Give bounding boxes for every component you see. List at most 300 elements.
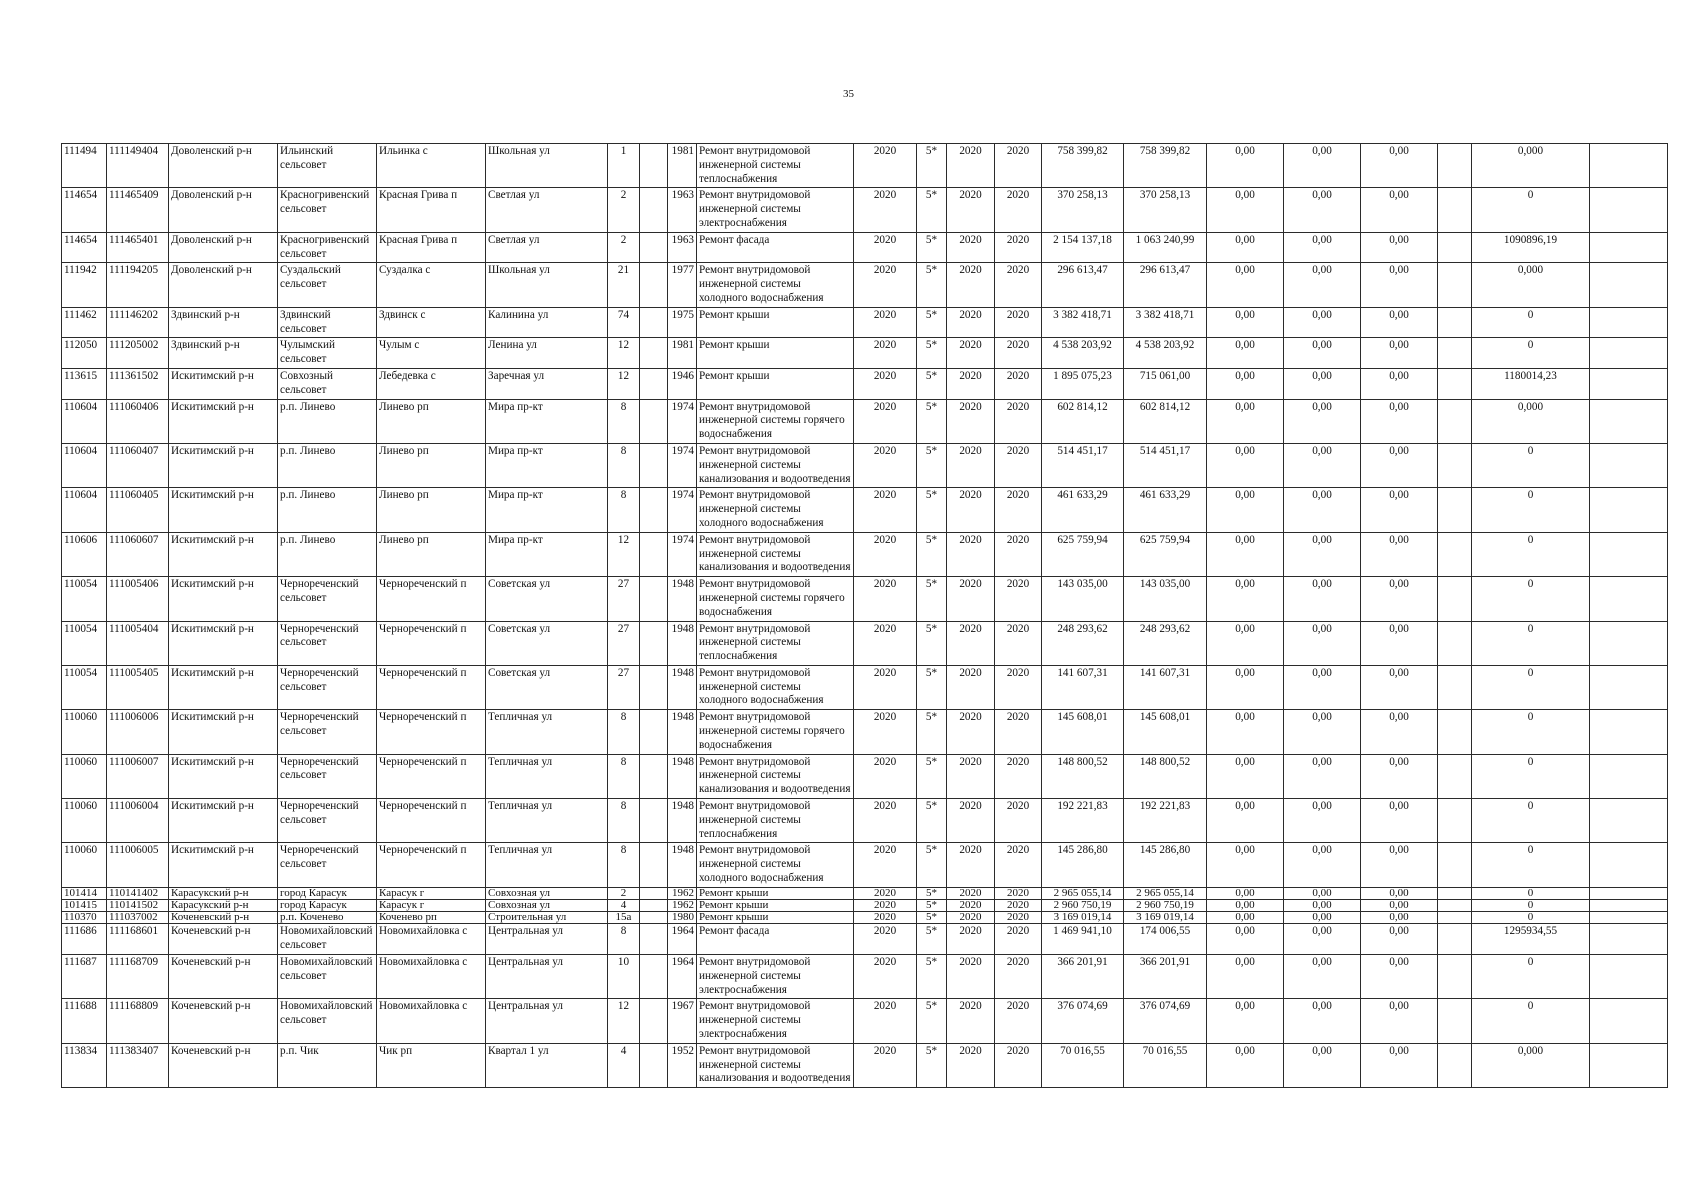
cell-total-cost: 296 613,47: [1042, 263, 1124, 307]
cell-house-code: 111060405: [107, 488, 169, 532]
cell-street: Советская ул: [486, 577, 608, 621]
cell-extra: [1438, 665, 1472, 709]
cell-term: 5*: [917, 488, 947, 532]
cell-end-year: 2020: [995, 955, 1042, 999]
cell-end-year: 2020: [995, 924, 1042, 955]
cell-municipality: город Карасук: [278, 887, 377, 899]
cell-term: 5*: [917, 399, 947, 443]
cell-district: Искитимский р-н: [169, 577, 278, 621]
table-row: [62, 532, 1668, 576]
cell-start-year: 2020: [947, 532, 995, 576]
cell-blank: [1590, 532, 1668, 576]
cell-house-code: 111006006: [107, 710, 169, 754]
cell-extra: [1438, 912, 1472, 924]
cell-regional-funds: 0,00: [1284, 368, 1361, 399]
cell-building: [640, 665, 668, 709]
cell-settlement: Чулым с: [377, 338, 486, 369]
cell-district: Доволенский р-н: [169, 232, 278, 263]
cell-end-year: 2020: [995, 263, 1042, 307]
cell-regional-funds: 0,00: [1284, 399, 1361, 443]
cell-term: 5*: [917, 577, 947, 621]
table-row: [62, 338, 1668, 369]
cell-fund-cost: 4 538 203,92: [1124, 338, 1207, 369]
cell-term: 5*: [917, 955, 947, 999]
cell-local-funds: 0,00: [1361, 443, 1438, 487]
cell-street: Мира пр-кт: [486, 532, 608, 576]
cell-term: 5*: [917, 912, 947, 924]
cell-end-year: 2020: [995, 912, 1042, 924]
cell-settlement: Красная Грива п: [377, 232, 486, 263]
cell-extra: [1438, 887, 1472, 899]
cell-total-cost: 4 538 203,92: [1042, 338, 1124, 369]
cell-federal-funds: 0,00: [1207, 843, 1284, 887]
cell-object-id: 111942: [62, 263, 107, 307]
cell-house-code: 111060406: [107, 399, 169, 443]
cell-fund-cost: 602 814,12: [1124, 399, 1207, 443]
cell-plan-year: 2020: [854, 443, 917, 487]
cell-fund-cost: 2 965 055,14: [1124, 887, 1207, 899]
cell-municipality: р.п. Линево: [278, 443, 377, 487]
cell-settlement: Чернореченский п: [377, 665, 486, 709]
cell-federal-funds: 0,00: [1207, 912, 1284, 924]
cell-total-cost: 1 895 075,23: [1042, 368, 1124, 399]
cell-local-funds: 0,00: [1361, 368, 1438, 399]
cell-settlement: Чернореченский п: [377, 754, 486, 798]
cell-object-id: 114654: [62, 232, 107, 263]
cell-total-cost: 3 382 418,71: [1042, 307, 1124, 338]
table-row: [62, 799, 1668, 843]
cell-total-cost: 2 960 750,19: [1042, 900, 1124, 912]
cell-object-id: 113615: [62, 368, 107, 399]
cell-object-id: 113834: [62, 1043, 107, 1087]
cell-end-year: 2020: [995, 710, 1042, 754]
cell-plan-year: 2020: [854, 307, 917, 338]
cell-district: Доволенский р-н: [169, 144, 278, 188]
cell-local-funds: 0,00: [1361, 955, 1438, 999]
cell-blank: [1590, 665, 1668, 709]
cell-owner-funds: 0: [1472, 843, 1590, 887]
cell-house-number: 10: [608, 955, 640, 999]
cell-total-cost: 248 293,62: [1042, 621, 1124, 665]
cell-term: 5*: [917, 188, 947, 232]
cell-build-year: 1975: [668, 307, 697, 338]
cell-house-code: 111006007: [107, 754, 169, 798]
cell-house-code: 111060607: [107, 532, 169, 576]
cell-object-id: 111462: [62, 307, 107, 338]
cell-build-year: 1974: [668, 488, 697, 532]
cell-build-year: 1948: [668, 621, 697, 665]
cell-fund-cost: 174 006,55: [1124, 924, 1207, 955]
cell-extra: [1438, 577, 1472, 621]
cell-local-funds: 0,00: [1361, 799, 1438, 843]
cell-build-year: 1948: [668, 799, 697, 843]
cell-blank: [1590, 488, 1668, 532]
cell-plan-year: 2020: [854, 665, 917, 709]
cell-local-funds: 0,00: [1361, 263, 1438, 307]
cell-house-number: 4: [608, 1043, 640, 1087]
cell-house-number: 27: [608, 665, 640, 709]
cell-settlement: Коченево рп: [377, 912, 486, 924]
cell-plan-year: 2020: [854, 999, 917, 1043]
cell-federal-funds: 0,00: [1207, 144, 1284, 188]
cell-building: [640, 232, 668, 263]
cell-municipality: Здвинский сельсовет: [278, 307, 377, 338]
cell-municipality: Новомихайловский сельсовет: [278, 999, 377, 1043]
cell-regional-funds: 0,00: [1284, 710, 1361, 754]
cell-start-year: 2020: [947, 443, 995, 487]
cell-regional-funds: 0,00: [1284, 900, 1361, 912]
cell-settlement: Лебедевка с: [377, 368, 486, 399]
cell-owner-funds: 0: [1472, 577, 1590, 621]
cell-municipality: Красногривенский сельсовет: [278, 188, 377, 232]
cell-municipality: Новомихайловский сельсовет: [278, 924, 377, 955]
cell-local-funds: 0,00: [1361, 665, 1438, 709]
cell-owner-funds: 0,000: [1472, 399, 1590, 443]
cell-start-year: 2020: [947, 900, 995, 912]
cell-start-year: 2020: [947, 665, 995, 709]
cell-settlement: Здвинск с: [377, 307, 486, 338]
cell-fund-cost: 461 633,29: [1124, 488, 1207, 532]
cell-object-id: 101415: [62, 900, 107, 912]
cell-end-year: 2020: [995, 368, 1042, 399]
cell-district: Коченевский р-н: [169, 1043, 278, 1087]
table-row: [62, 999, 1668, 1043]
cell-work-type: Ремонт крыши: [697, 912, 854, 924]
cell-regional-funds: 0,00: [1284, 924, 1361, 955]
cell-owner-funds: 0,000: [1472, 1043, 1590, 1087]
cell-fund-cost: 376 074,69: [1124, 999, 1207, 1043]
cell-blank: [1590, 188, 1668, 232]
cell-plan-year: 2020: [854, 399, 917, 443]
cell-local-funds: 0,00: [1361, 999, 1438, 1043]
cell-plan-year: 2020: [854, 188, 917, 232]
cell-settlement: Линево рп: [377, 488, 486, 532]
cell-municipality: р.п. Линево: [278, 532, 377, 576]
cell-start-year: 2020: [947, 338, 995, 369]
cell-settlement: Новомихайловка с: [377, 924, 486, 955]
cell-owner-funds: 1180014,23: [1472, 368, 1590, 399]
cell-build-year: 1981: [668, 144, 697, 188]
cell-settlement: Линево рп: [377, 532, 486, 576]
cell-federal-funds: 0,00: [1207, 488, 1284, 532]
cell-start-year: 2020: [947, 1043, 995, 1087]
cell-owner-funds: 0: [1472, 754, 1590, 798]
cell-house-number: 2: [608, 232, 640, 263]
cell-street: Тепличная ул: [486, 799, 608, 843]
cell-extra: [1438, 188, 1472, 232]
cell-municipality: Суздальский сельсовет: [278, 263, 377, 307]
cell-plan-year: 2020: [854, 754, 917, 798]
cell-owner-funds: 0: [1472, 665, 1590, 709]
cell-build-year: 1964: [668, 924, 697, 955]
table-row: [62, 263, 1668, 307]
cell-blank: [1590, 912, 1668, 924]
table-row: [62, 710, 1668, 754]
cell-work-type: Ремонт внутридомовой инженерной системы канализования и водоотведения: [697, 1043, 854, 1087]
cell-municipality: город Карасук: [278, 900, 377, 912]
cell-house-code: 110141502: [107, 900, 169, 912]
cell-street: Мира пр-кт: [486, 488, 608, 532]
cell-local-funds: 0,00: [1361, 843, 1438, 887]
cell-start-year: 2020: [947, 399, 995, 443]
cell-house-code: 111465409: [107, 188, 169, 232]
cell-build-year: 1948: [668, 843, 697, 887]
cell-municipality: Совхозный сельсовет: [278, 368, 377, 399]
cell-end-year: 2020: [995, 1043, 1042, 1087]
cell-federal-funds: 0,00: [1207, 577, 1284, 621]
cell-owner-funds: 0: [1472, 188, 1590, 232]
cell-federal-funds: 0,00: [1207, 307, 1284, 338]
cell-extra: [1438, 843, 1472, 887]
cell-federal-funds: 0,00: [1207, 621, 1284, 665]
cell-plan-year: 2020: [854, 1043, 917, 1087]
cell-regional-funds: 0,00: [1284, 999, 1361, 1043]
cell-blank: [1590, 843, 1668, 887]
cell-street: Советская ул: [486, 621, 608, 665]
cell-house-code: 111005404: [107, 621, 169, 665]
cell-federal-funds: 0,00: [1207, 263, 1284, 307]
cell-extra: [1438, 338, 1472, 369]
cell-house-code: 110141402: [107, 887, 169, 899]
cell-object-id: 111688: [62, 999, 107, 1043]
cell-street: Мира пр-кт: [486, 443, 608, 487]
cell-blank: [1590, 399, 1668, 443]
cell-start-year: 2020: [947, 144, 995, 188]
cell-federal-funds: 0,00: [1207, 710, 1284, 754]
cell-owner-funds: 0: [1472, 532, 1590, 576]
table-row: [62, 924, 1668, 955]
cell-total-cost: 3 169 019,14: [1042, 912, 1124, 924]
cell-total-cost: 2 965 055,14: [1042, 887, 1124, 899]
cell-building: [640, 955, 668, 999]
cell-street: Калинина ул: [486, 307, 608, 338]
cell-fund-cost: 2 960 750,19: [1124, 900, 1207, 912]
cell-work-type: Ремонт внутридомовой инженерной системы электроснабжения: [697, 188, 854, 232]
cell-municipality: Чернореченский сельсовет: [278, 799, 377, 843]
cell-extra: [1438, 488, 1472, 532]
cell-object-id: 114654: [62, 188, 107, 232]
cell-street: Совхозная ул: [486, 900, 608, 912]
cell-district: Здвинский р-н: [169, 338, 278, 369]
cell-house-code: 111037002: [107, 912, 169, 924]
cell-build-year: 1948: [668, 754, 697, 798]
cell-total-cost: 514 451,17: [1042, 443, 1124, 487]
cell-plan-year: 2020: [854, 843, 917, 887]
cell-house-code: 111146202: [107, 307, 169, 338]
cell-blank: [1590, 799, 1668, 843]
table-row: [62, 188, 1668, 232]
cell-total-cost: 141 607,31: [1042, 665, 1124, 709]
cell-build-year: 1948: [668, 577, 697, 621]
cell-build-year: 1948: [668, 665, 697, 709]
cell-extra: [1438, 532, 1472, 576]
cell-term: 5*: [917, 263, 947, 307]
cell-municipality: Красногривенский сельсовет: [278, 232, 377, 263]
cell-street: Тепличная ул: [486, 710, 608, 754]
cell-extra: [1438, 368, 1472, 399]
cell-end-year: 2020: [995, 307, 1042, 338]
cell-object-id: 110060: [62, 710, 107, 754]
table-row: [62, 900, 1668, 912]
cell-end-year: 2020: [995, 188, 1042, 232]
cell-district: Искитимский р-н: [169, 399, 278, 443]
cell-federal-funds: 0,00: [1207, 887, 1284, 899]
cell-local-funds: 0,00: [1361, 754, 1438, 798]
cell-municipality: Чернореченский сельсовет: [278, 665, 377, 709]
cell-owner-funds: 1295934,55: [1472, 924, 1590, 955]
cell-build-year: 1946: [668, 368, 697, 399]
cell-total-cost: 602 814,12: [1042, 399, 1124, 443]
cell-building: [640, 999, 668, 1043]
cell-blank: [1590, 307, 1668, 338]
cell-building: [640, 188, 668, 232]
cell-regional-funds: 0,00: [1284, 955, 1361, 999]
cell-district: Искитимский р-н: [169, 443, 278, 487]
cell-federal-funds: 0,00: [1207, 799, 1284, 843]
cell-object-id: 110060: [62, 799, 107, 843]
cell-object-id: 110060: [62, 843, 107, 887]
cell-blank: [1590, 887, 1668, 899]
cell-plan-year: 2020: [854, 900, 917, 912]
cell-building: [640, 488, 668, 532]
cell-object-id: 111686: [62, 924, 107, 955]
cell-building: [640, 900, 668, 912]
cell-local-funds: 0,00: [1361, 399, 1438, 443]
cell-work-type: Ремонт внутридомовой инженерной системы холодного водоснабжения: [697, 488, 854, 532]
cell-owner-funds: 0: [1472, 443, 1590, 487]
cell-term: 5*: [917, 999, 947, 1043]
cell-plan-year: 2020: [854, 488, 917, 532]
cell-build-year: 1981: [668, 338, 697, 369]
cell-municipality: Чернореченский сельсовет: [278, 621, 377, 665]
cell-object-id: 111494: [62, 144, 107, 188]
table-row: [62, 1043, 1668, 1087]
cell-district: Искитимский р-н: [169, 621, 278, 665]
cell-municipality: Чернореченский сельсовет: [278, 843, 377, 887]
cell-local-funds: 0,00: [1361, 577, 1438, 621]
cell-municipality: Чернореченский сельсовет: [278, 577, 377, 621]
table-row: [62, 399, 1668, 443]
cell-work-type: Ремонт внутридомовой инженерной системы канализования и водоотведения: [697, 443, 854, 487]
cell-start-year: 2020: [947, 955, 995, 999]
cell-municipality: р.п. Чик: [278, 1043, 377, 1087]
cell-regional-funds: 0,00: [1284, 232, 1361, 263]
cell-local-funds: 0,00: [1361, 488, 1438, 532]
cell-house-code: 111006004: [107, 799, 169, 843]
cell-owner-funds: 0,000: [1472, 263, 1590, 307]
cell-federal-funds: 0,00: [1207, 188, 1284, 232]
cell-plan-year: 2020: [854, 924, 917, 955]
cell-settlement: Чернореченский п: [377, 621, 486, 665]
cell-plan-year: 2020: [854, 912, 917, 924]
cell-regional-funds: 0,00: [1284, 621, 1361, 665]
cell-work-type: Ремонт внутридомовой инженерной системы канализования и водоотведения: [697, 532, 854, 576]
cell-build-year: 1974: [668, 532, 697, 576]
cell-work-type: Ремонт внутридомовой инженерной системы теплоснабжения: [697, 621, 854, 665]
table-row: [62, 887, 1668, 899]
cell-street: Школьная ул: [486, 144, 608, 188]
table-row: [62, 488, 1668, 532]
cell-street: Ленина ул: [486, 338, 608, 369]
cell-term: 5*: [917, 754, 947, 798]
cell-build-year: 1952: [668, 1043, 697, 1087]
cell-fund-cost: 145 286,80: [1124, 843, 1207, 887]
table-row: [62, 307, 1668, 338]
cell-build-year: 1962: [668, 887, 697, 899]
cell-fund-cost: 145 608,01: [1124, 710, 1207, 754]
cell-settlement: Линево рп: [377, 399, 486, 443]
cell-building: [640, 399, 668, 443]
cell-total-cost: 70 016,55: [1042, 1043, 1124, 1087]
cell-owner-funds: 0: [1472, 900, 1590, 912]
cell-fund-cost: 514 451,17: [1124, 443, 1207, 487]
cell-local-funds: 0,00: [1361, 912, 1438, 924]
cell-work-type: Ремонт внутридомовой инженерной системы электроснабжения: [697, 999, 854, 1043]
cell-blank: [1590, 443, 1668, 487]
cell-build-year: 1977: [668, 263, 697, 307]
cell-district: Карасукский р-н: [169, 900, 278, 912]
cell-settlement: Чернореченский п: [377, 577, 486, 621]
cell-work-type: Ремонт внутридомовой инженерной системы холодного водоснабжения: [697, 263, 854, 307]
cell-regional-funds: 0,00: [1284, 443, 1361, 487]
cell-district: Искитимский р-н: [169, 532, 278, 576]
cell-work-type: Ремонт внутридомовой инженерной системы теплоснабжения: [697, 799, 854, 843]
cell-house-number: 8: [608, 399, 640, 443]
cell-house-code: 111361502: [107, 368, 169, 399]
cell-municipality: Чернореченский сельсовет: [278, 710, 377, 754]
cell-build-year: 1964: [668, 955, 697, 999]
cell-term: 5*: [917, 338, 947, 369]
cell-district: Здвинский р-н: [169, 307, 278, 338]
cell-house-number: 27: [608, 577, 640, 621]
cell-end-year: 2020: [995, 399, 1042, 443]
cell-fund-cost: 370 258,13: [1124, 188, 1207, 232]
cell-extra: [1438, 955, 1472, 999]
cell-plan-year: 2020: [854, 955, 917, 999]
cell-start-year: 2020: [947, 232, 995, 263]
cell-house-number: 1: [608, 144, 640, 188]
cell-extra: [1438, 621, 1472, 665]
cell-regional-funds: 0,00: [1284, 577, 1361, 621]
cell-building: [640, 263, 668, 307]
cell-term: 5*: [917, 232, 947, 263]
cell-regional-funds: 0,00: [1284, 665, 1361, 709]
cell-object-id: 110054: [62, 665, 107, 709]
cell-house-number: 12: [608, 368, 640, 399]
cell-start-year: 2020: [947, 307, 995, 338]
cell-work-type: Ремонт внутридомовой инженерной системы горячего водоснабжения: [697, 577, 854, 621]
cell-blank: [1590, 999, 1668, 1043]
cell-extra: [1438, 307, 1472, 338]
cell-total-cost: 376 074,69: [1042, 999, 1124, 1043]
cell-local-funds: 0,00: [1361, 924, 1438, 955]
cell-build-year: 1948: [668, 710, 697, 754]
cell-house-number: 12: [608, 532, 640, 576]
cell-extra: [1438, 924, 1472, 955]
cell-term: 5*: [917, 368, 947, 399]
cell-federal-funds: 0,00: [1207, 399, 1284, 443]
cell-owner-funds: 0: [1472, 999, 1590, 1043]
cell-work-type: Ремонт внутридомовой инженерной системы электроснабжения: [697, 955, 854, 999]
cell-settlement: Новомихайловка с: [377, 999, 486, 1043]
table-row: [62, 754, 1668, 798]
cell-owner-funds: 0: [1472, 621, 1590, 665]
cell-build-year: 1974: [668, 443, 697, 487]
cell-start-year: 2020: [947, 843, 995, 887]
cell-build-year: 1980: [668, 912, 697, 924]
cell-local-funds: 0,00: [1361, 188, 1438, 232]
cell-house-number: 8: [608, 443, 640, 487]
